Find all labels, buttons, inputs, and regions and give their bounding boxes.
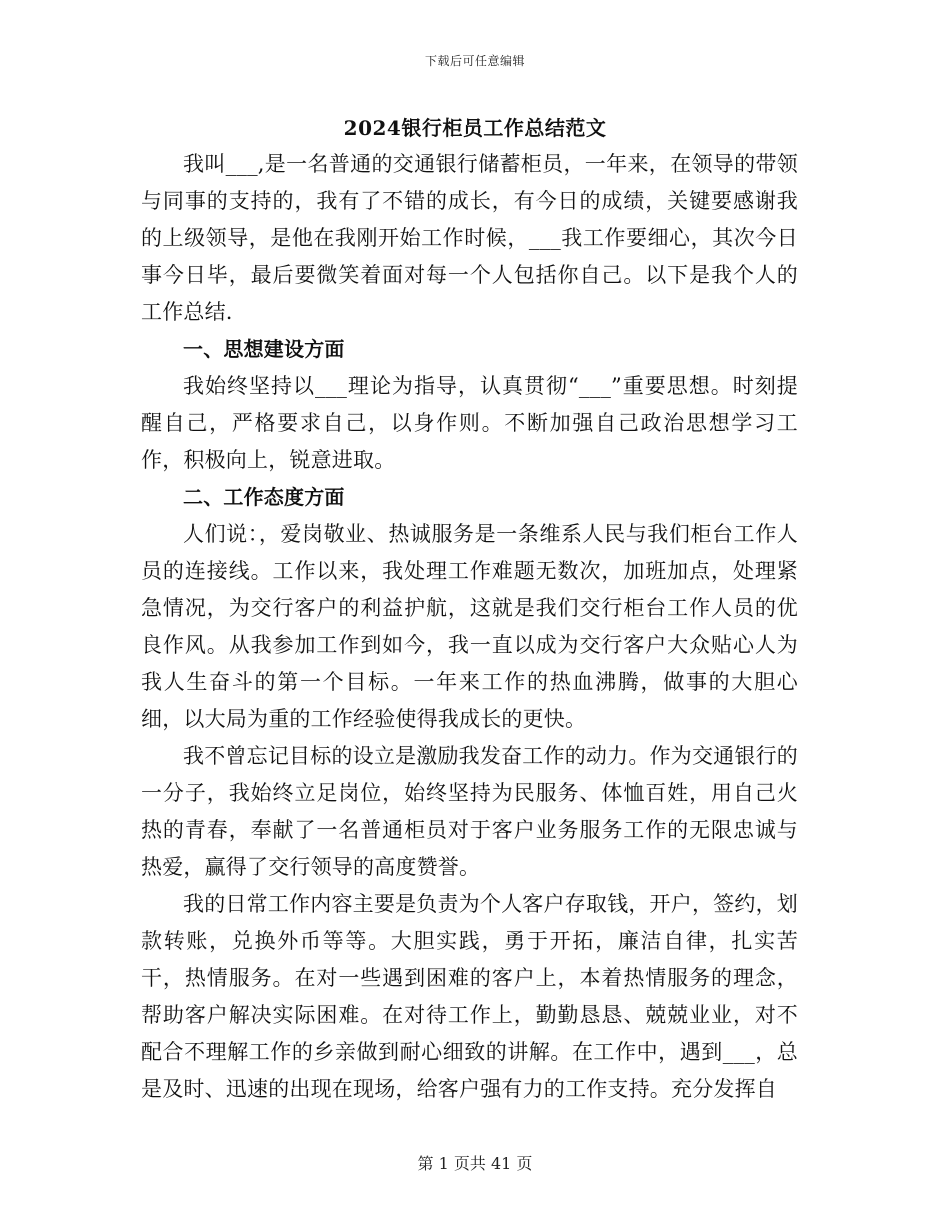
paragraph-intro: 我叫___,是一名普通的交通银行储蓄柜员，一年来，在领导的带领与同事的支持的，我有了不错的成长，有今日的成绩，关键要感谢我的上级领导，是他在我刚开始工作时候，___我工作要细心，其次今日事今日毕，最后要微笑着面对每一个人包括你自己。以下是我个人的工作总结. xyxy=(141,152,798,324)
paragraph-attitude-1: 人们说：，爱岗敬业、热诚服务是一条维系人民与我们柜台工作人员的连接线。工作以来，我处理工作难题无数次，加班加点，处理紧急情况，为交行客户的利益护航，这就是我们交行柜台工作人员的优良作风。从我参加工作到如今，我一直以成为交行客户大众贴心人为我人生奋斗的第一个目标。一年来工作的热血沸腾，做事的大胆心细，以大局为重的工作经验使得我成长的更快。 xyxy=(141,522,798,731)
document-title: 2024银行柜员工作总结范文 xyxy=(343,116,607,140)
page-footer-number: 第 1 页共 41 页 xyxy=(417,1154,533,1173)
paragraph-attitude-2: 我不曾忘记目标的设立是激励我发奋工作的动力。作为交通银行的一分子，我始终立足岗位，始终坚持为民服务、体恤百姓，用自己火热的青春，奉献了一名普通柜员对于客户业务服务工作的无限忠诚与热爱，赢得了交行领导的高度赞誉。 xyxy=(141,744,798,879)
document-body xyxy=(141,146,798,1108)
section-heading-attitude: 二、工作态度方面 xyxy=(183,485,345,509)
paragraph-ideology: 我始终坚持以___理论为指导，认真贯彻“___”重要思想。时刻提醒自己，严格要求自己，以身作则。不断加强自己政治思想学习工作，积极向上，锐意进取。 xyxy=(141,374,798,472)
page-header-note: 下载后可任意编辑 xyxy=(424,54,525,68)
paragraph-attitude-3: 我的日常工作内容主要是负责为个人客户存取钱，开户，签约，划款转账，兑换外币等等。大胆实践，勇于开拓，廉洁自律，扎实苦干，热情服务。在对一些遇到困难的客户上，本着热情服务的理念，帮助客户解决实际困难。在对待工作上，勤勤恳恳、兢兢业业，对不配合不理解工作的乡亲做到耐心细致的讲解。在工作中，遇到___，总是及时、迅速的出现在现场，给客户强有力的工作支持。充分发挥自 xyxy=(141,892,798,1101)
section-heading-ideology: 一、思想建设方面 xyxy=(183,337,345,361)
